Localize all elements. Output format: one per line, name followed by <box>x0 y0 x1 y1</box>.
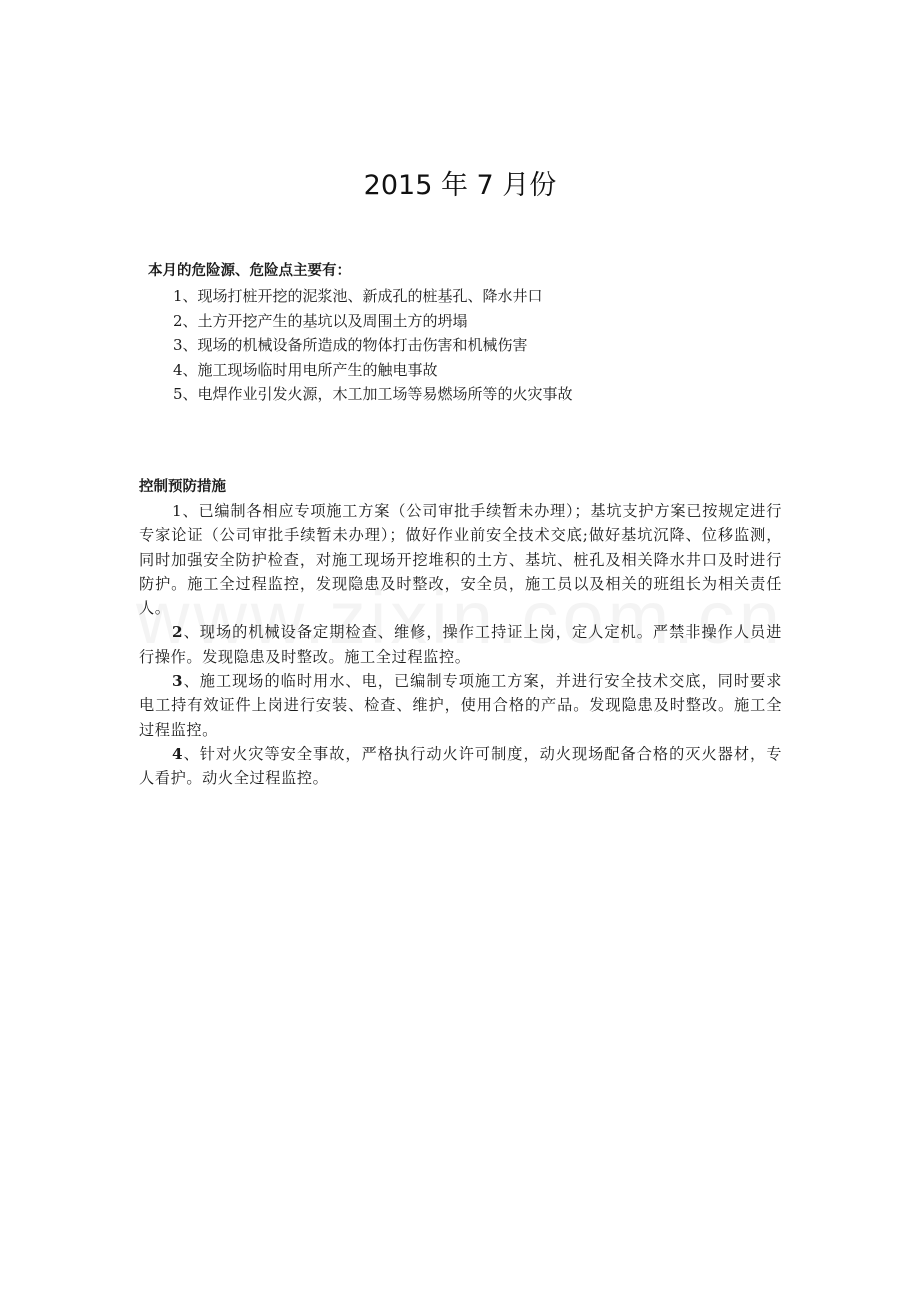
paragraph-text: 、现场的机械设备定期检查、维修，操作工持证上岗，定人定机。严禁非操作人员进行操作。发现隐患及时整改。施工全过程监控。 <box>139 623 782 666</box>
controls-heading: 控制预防措施 <box>139 478 226 495</box>
hazards-heading: 本月的危险源、危险点主要有： <box>148 262 351 279</box>
paragraph-number: 2 <box>172 623 184 642</box>
control-paragraph <box>139 499 782 620</box>
paragraph-text: 、针对火灾等安全事故，严格执行动火许可制度，动火现场配备合格的灭火器材，专人看护。动火全过程监控。 <box>139 744 782 788</box>
control-paragraph <box>139 742 782 791</box>
page-title: 2015 年 7 月份 <box>363 170 557 201</box>
hazards-list <box>148 284 788 407</box>
controls-section <box>139 475 782 791</box>
hazard-item: 5、电焊作业引发火源，木工加工场等易燃场所等的火灾事故 <box>173 385 573 403</box>
hazards-section <box>148 259 788 407</box>
control-paragraph <box>139 620 782 669</box>
hazard-item: 2、土方开挖产生的基坑以及周围土方的坍塌 <box>173 311 468 330</box>
paragraph-number: 3 <box>172 672 184 691</box>
paragraph-number: 1 <box>172 502 183 520</box>
paragraph-text: 、已编制各相应专项施工方案（公司审批手续暂未办理）；基坑支护方案已按规定进行专家论证（公司审批手续暂未办理）；做好作业前安全技术交底;做好基坑沉降、位移监测，同时加强安全防护检查，对施工现场开挖堆积的土方、基坑、桩孔及相关降水井口及时进行防护。施工全过程监控，发现隐患及时整改，安全员，施工员以及相关的班组长为相关责任人。 <box>139 502 782 618</box>
hazard-item: 4、施工现场临时用电所产生的触电事故 <box>173 360 438 379</box>
hazard-item: 3、现场的机械设备所造成的物体打击伤害和机械伤害 <box>173 336 528 354</box>
paragraph-number: 4 <box>172 744 184 763</box>
hazard-item: 1、现场打桩开挖的泥浆池、新成孔的桩基孔、降水井口 <box>173 287 543 305</box>
control-paragraph <box>139 669 782 742</box>
paragraph-text: 、施工现场的临时用水、电，已编制专项施工方案，并进行安全技术交底，同时要求电工持有效证件上岗进行安装、检查、维护，使用合格的产品。发现隐患及时整改。施工全过程监控。 <box>139 672 782 739</box>
